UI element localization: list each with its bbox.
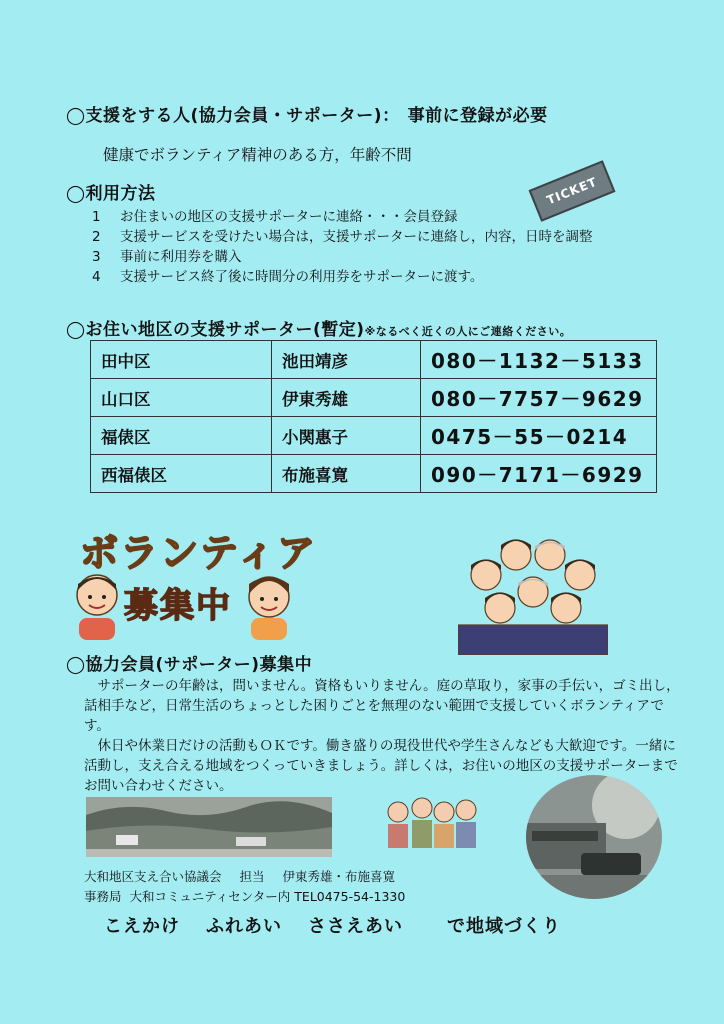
table-row <box>91 379 657 417</box>
name-cell: 池田靖彦 <box>272 341 421 379</box>
office-tel: TEL0475-54-1330 <box>294 889 406 904</box>
cheering-group-illustration <box>458 530 608 655</box>
office-label: 事務局 <box>84 889 122 904</box>
phone-cell: 080－7757－9629 <box>421 379 657 417</box>
district-cell: 福俵区 <box>91 417 272 455</box>
supporters-requirement: 健康でボランティア精神のある方，年齢不問 <box>103 146 412 164</box>
office-line <box>84 887 423 905</box>
village-landscape-photo <box>86 797 332 857</box>
slogan-part: で地域づくり <box>447 916 561 937</box>
supporters-heading <box>66 101 548 126</box>
table-row <box>91 455 657 493</box>
phone-cell: 090－7171－6929 <box>421 455 657 493</box>
recruit-paragraph: サポーターの年齢は，問いません。資格もいりません。庭の草取り，家事の手伝い，ゴミ出し，話相手など，日常生活のちょっとした困りごとを無理のない範囲で支援していくボランティアです。 <box>84 678 680 734</box>
boy-illustration <box>70 570 124 640</box>
community-center-photo <box>526 775 662 899</box>
slogan-part: ささえあい <box>308 916 403 937</box>
recruit-heading: ◯協力会員(サポーター)募集中 <box>66 655 313 675</box>
table-row <box>91 417 657 455</box>
contacts-heading-text: ◯お住い地区の支援サポーター(暫定) <box>66 320 365 340</box>
name-cell: 伊東秀雄 <box>272 379 421 417</box>
organization-name: 大和地区支え合い協議会 <box>84 869 222 884</box>
usage-step: 3 事前に利用券を購入 <box>92 249 242 265</box>
contacts-note: ※なるべく近くの人にご連絡ください。 <box>364 325 572 338</box>
organizer-line <box>84 867 413 885</box>
slogan-part: ふれあい <box>206 916 282 937</box>
table-row <box>91 341 657 379</box>
elderly-group-illustration <box>384 796 480 850</box>
slogan-part: こえかけ <box>104 916 180 937</box>
contacts-heading <box>66 315 571 340</box>
district-cell: 山口区 <box>91 379 272 417</box>
usage-steps <box>92 207 593 287</box>
supporters-heading-text: ◯支援をする人(協力会員・サポーター)： <box>66 106 400 126</box>
usage-heading: ◯利用方法 <box>66 184 156 204</box>
phone-cell: 080－1132－5133 <box>421 341 657 379</box>
usage-step: 4 支援サービス終了後に時間分の利用券をサポーターに渡す。 <box>92 269 484 285</box>
girl-illustration <box>242 572 296 640</box>
name-cell: 布施喜寛 <box>272 455 421 493</box>
district-cell: 西福俵区 <box>91 455 272 493</box>
recruiting-banner-title: 募集中 <box>124 586 232 626</box>
usage-step: 2 支援サービスを受けたい場合は，支援サポーターに連絡し，内容，日時を調整 <box>92 229 593 245</box>
contacts-table <box>90 340 657 493</box>
contact-names: 伊東秀雄・布施喜寛 <box>282 869 396 884</box>
volunteer-banner-title: ボランティア <box>80 531 317 575</box>
district-cell: 田中区 <box>91 341 272 379</box>
slogan <box>104 912 587 938</box>
office-place: 大和コミュニティセンター内 <box>129 889 291 904</box>
contact-label: 担当 <box>239 869 265 884</box>
usage-step: 1 お住まいの地区の支援サポーターに連絡・・・会員登録 <box>92 209 458 225</box>
ticket-label: TICKET <box>544 174 600 208</box>
name-cell: 小関惠子 <box>272 417 421 455</box>
registration-required: 事前に登録が必要 <box>407 106 548 126</box>
recruit-paragraph: 休日や休業日だけの活動もＯＫです。働き盛りの現役世代や学生さんなども大歓迎です。一緒に活動し，支え合える地域をつくっていきましょう。詳しくは，お住いの地区の支援サポーターまでお問い合わせください。 <box>84 738 678 794</box>
phone-cell: 0475－55－0214 <box>421 417 657 455</box>
